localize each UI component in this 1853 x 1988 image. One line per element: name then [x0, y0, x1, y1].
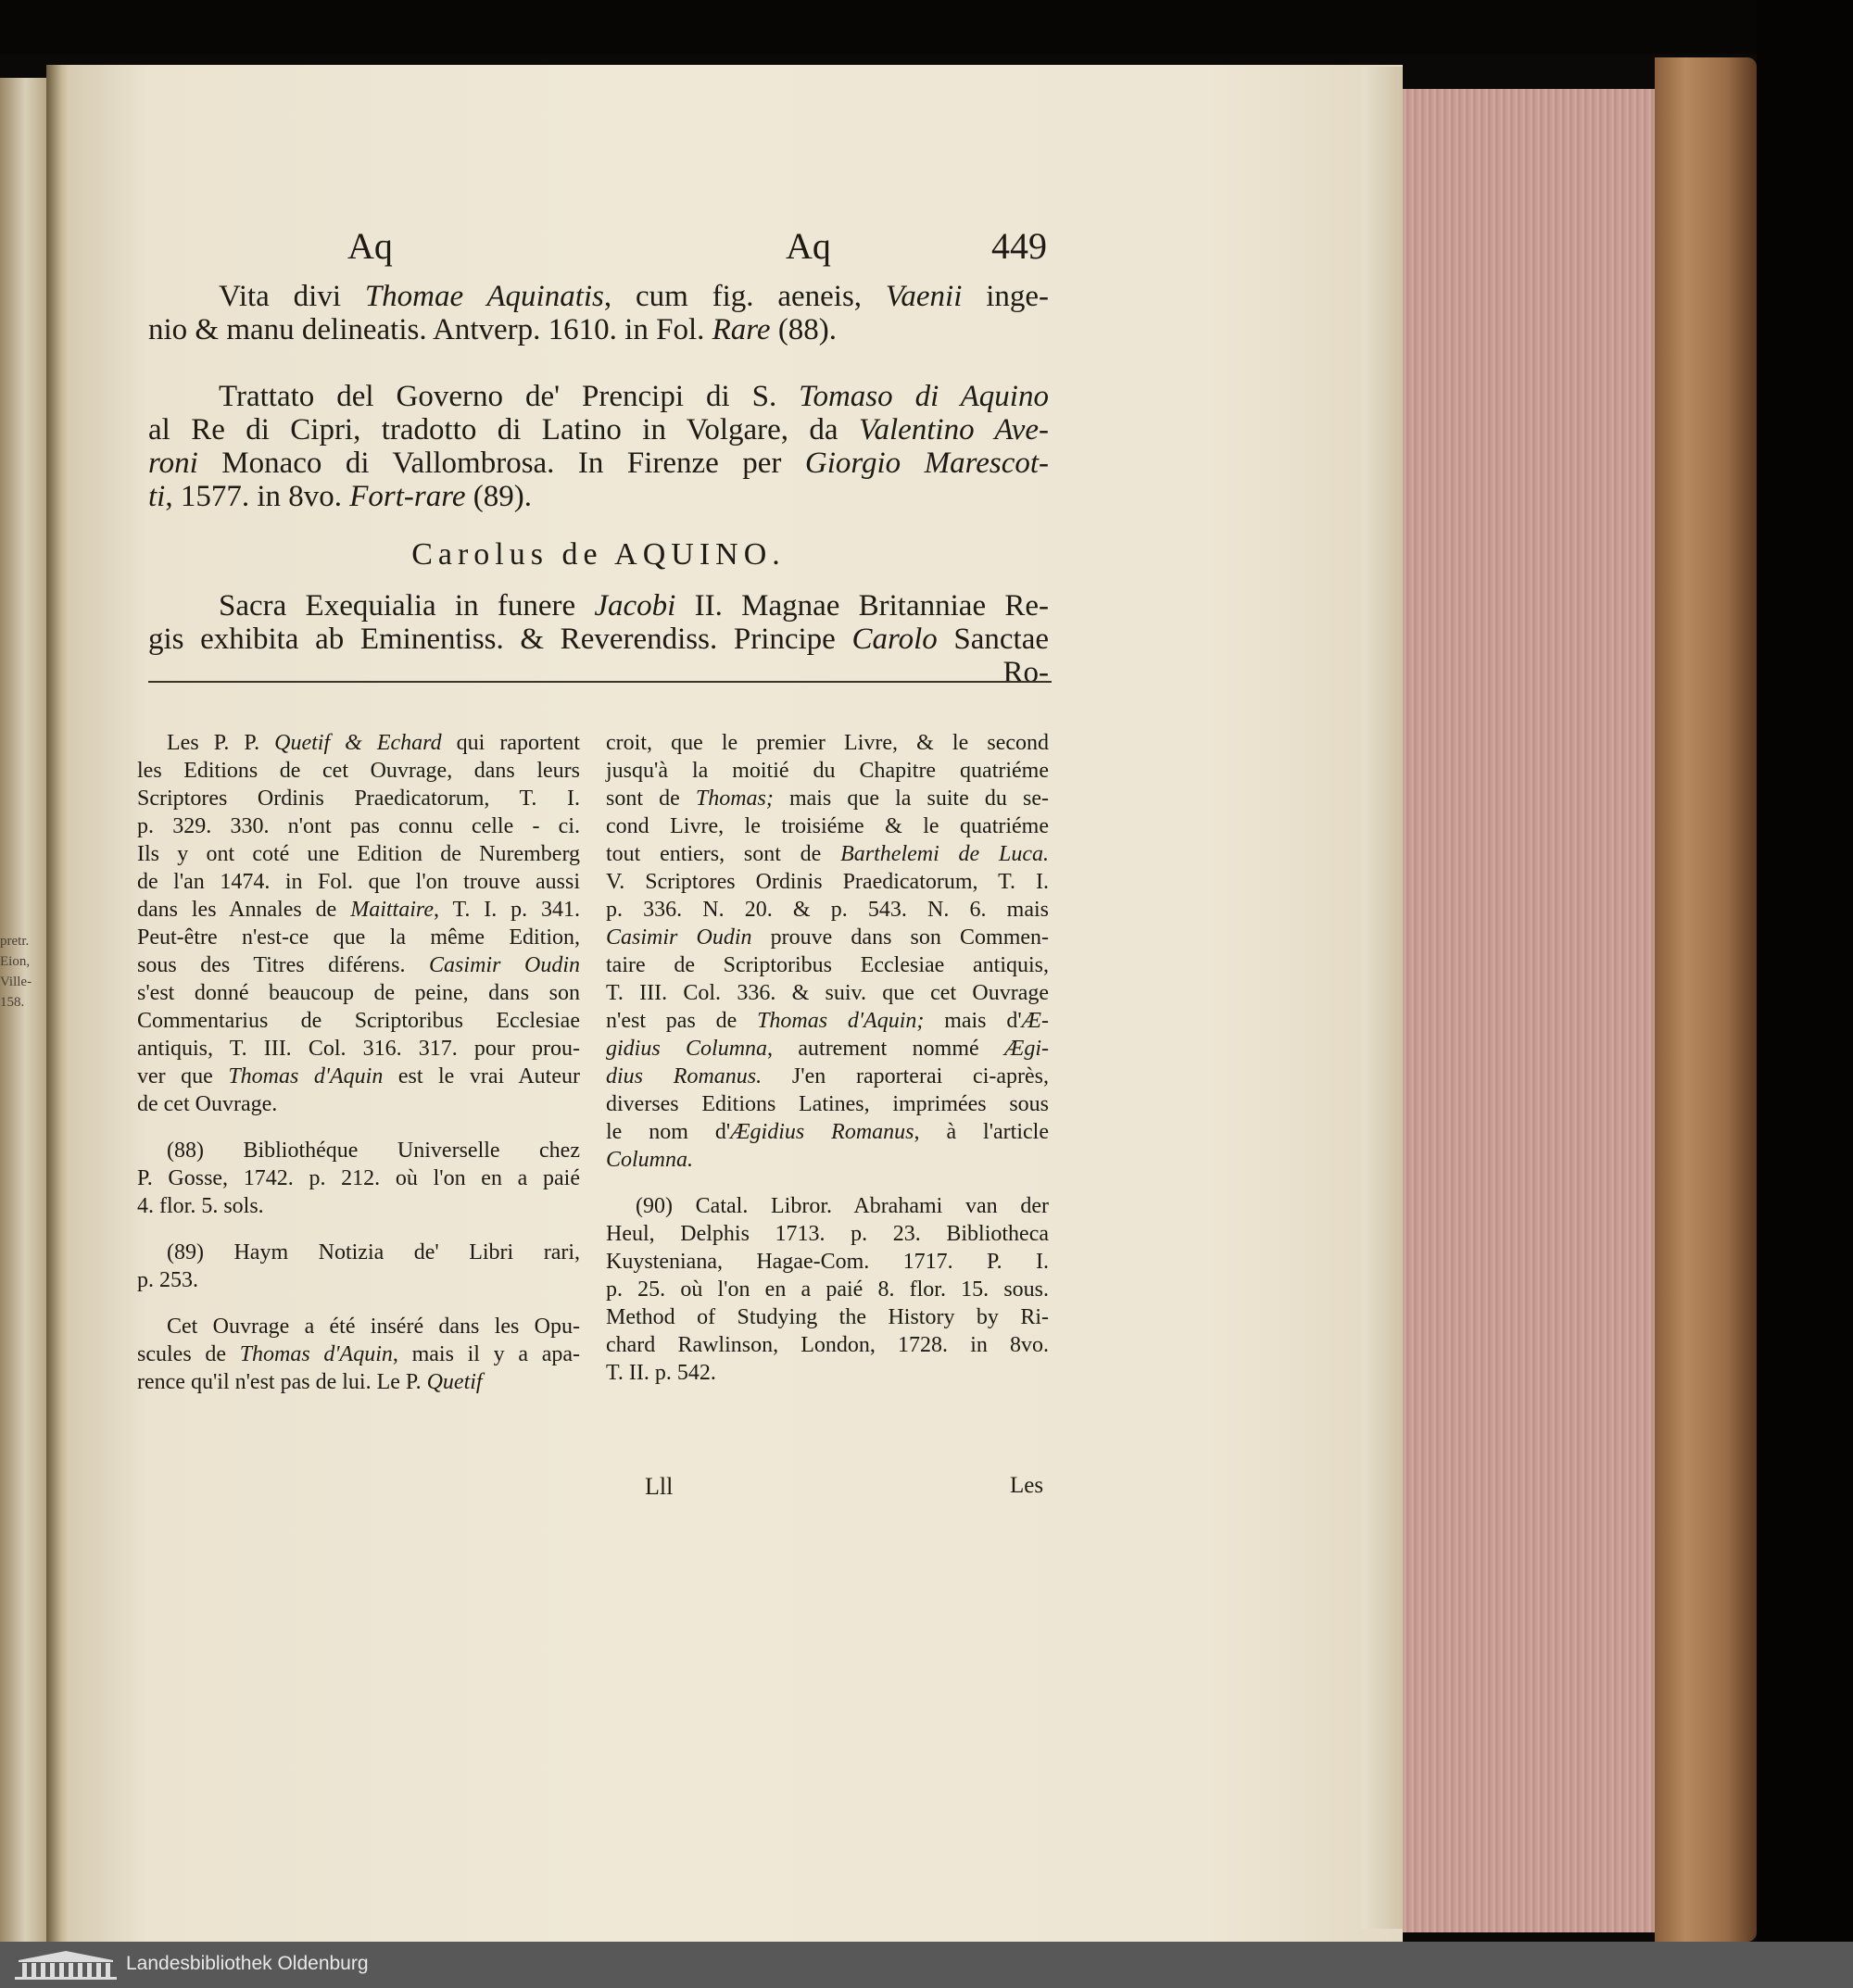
note-line — [606, 840, 1049, 868]
italic-text: Vaenii — [885, 280, 963, 313]
italic-text: Quetif — [426, 1370, 483, 1394]
text-run: dans les Annales de — [137, 898, 351, 922]
entry-line — [148, 413, 1049, 447]
text-run: sont de — [606, 786, 696, 811]
text-run: ver que — [137, 1064, 229, 1088]
note-line — [606, 1248, 1049, 1276]
note-line — [137, 1192, 580, 1220]
note-line — [137, 979, 580, 1007]
text-run: Les P. P. — [167, 731, 275, 755]
text-run: p. 25. où l'on en a paié 8. flor. 15. sous. — [606, 1277, 1049, 1302]
italic-text: Fort-rare — [349, 480, 466, 513]
note-line — [137, 924, 580, 951]
library-footer-bar — [0, 1942, 1853, 1988]
paragraph-gap — [137, 1118, 580, 1137]
note-line — [137, 1368, 580, 1396]
section-heading: Carolus de AQUINO. — [411, 537, 786, 572]
note-line — [137, 1239, 580, 1266]
note-line — [606, 1090, 1049, 1118]
text-run: Ils y ont coté une Edition de Nuremberg — [137, 842, 580, 866]
italic-text: Jacobi — [594, 589, 676, 623]
footnote-rule — [148, 681, 1052, 683]
text-run: scules de — [137, 1342, 240, 1366]
italic-text: Æ- — [1021, 1009, 1049, 1033]
note-line — [606, 1035, 1049, 1063]
text-run: Scriptores Ordinis Praedicatorum, T. I. — [137, 786, 580, 811]
text-run: jusqu'à la moitié du Chapitre quatriéme — [606, 759, 1049, 783]
text-run: qui raportent — [441, 731, 581, 755]
italic-text: Casimir Oudin — [429, 953, 580, 977]
note-line — [606, 757, 1049, 785]
note-line — [606, 1331, 1049, 1359]
paragraph-gap — [137, 1294, 580, 1313]
entry-line — [148, 589, 1049, 623]
note-line — [137, 1266, 580, 1294]
note-line — [606, 896, 1049, 924]
italic-text: Maittaire — [350, 898, 434, 922]
margin-note: pretr. Eion, Ville- 158. — [0, 934, 32, 1010]
text-run: P. Gosse, 1742. p. 212. où l'on en a paié — [137, 1166, 580, 1190]
italic-text: Giorgio Marescot- — [804, 447, 1050, 480]
note-line — [606, 979, 1049, 1007]
note-line — [606, 1359, 1049, 1387]
italic-text: Casimir Oudin — [606, 925, 752, 950]
note-line — [137, 840, 580, 868]
note-line — [137, 785, 580, 812]
library-building-icon — [13, 1949, 119, 1981]
text-run: p. 329. 330. n'ont pas connu celle - ci. — [137, 814, 580, 838]
italic-text: Tomaso di Aquino — [799, 380, 1049, 413]
entry-line — [148, 480, 1049, 513]
text-run: (89). — [465, 480, 533, 513]
text-run: mais d' — [924, 1009, 1022, 1033]
text-run: antiquis, T. III. Col. 316. 317. pour prou- — [137, 1037, 580, 1061]
italic-text: Thomas; — [695, 786, 774, 811]
text-run: Ro- — [1002, 656, 1049, 689]
leather-cover — [1655, 57, 1757, 1942]
note-line — [137, 1313, 580, 1340]
text-run: de cet Ouvrage. — [137, 1092, 278, 1116]
italic-text: Columna. — [606, 1148, 694, 1172]
text-run: p. 336. N. 20. & p. 543. N. 6. mais — [606, 898, 1049, 922]
text-run: , T. I. p. 341. — [433, 898, 581, 922]
note-line — [137, 1137, 580, 1164]
italic-text: Barthelemi de Luca. — [840, 842, 1049, 866]
note-line — [137, 896, 580, 924]
note-line — [606, 785, 1049, 812]
dark-background — [0, 0, 1853, 54]
italic-text: Ægi- — [1004, 1037, 1049, 1061]
section-entry — [148, 589, 1049, 689]
text-run: Kuysteniana, Hagae-Com. 1717. P. I. — [606, 1250, 1049, 1274]
note-line — [606, 1007, 1049, 1035]
note-line — [606, 1303, 1049, 1331]
text-run: tout entiers, sont de — [606, 842, 841, 866]
text-run: , cum fig. aeneis, — [603, 280, 886, 313]
text-run: nio & manu delineatis. Antverp. 1610. in Fol. — [148, 313, 712, 346]
italic-text: Thomas d'Aquin — [239, 1342, 393, 1366]
italic-text: Quetif & Echard — [274, 731, 442, 755]
note-line — [137, 1063, 580, 1090]
entry-line — [148, 280, 1049, 313]
note-line — [606, 1118, 1049, 1146]
text-run: Cet Ouvrage a été inséré dans les Opu- — [167, 1315, 580, 1339]
notes-left-column — [137, 729, 580, 1396]
text-run: , à l'article — [914, 1120, 1049, 1144]
text-run: (89) Haym Notizia de' Libri rari, — [167, 1240, 580, 1265]
paragraph-gap — [137, 1220, 580, 1239]
note-line — [606, 729, 1049, 757]
text-run: Trattato del Governo de' Prencipi di S. — [219, 380, 800, 413]
italic-text: Thomae Aquinatis — [364, 280, 604, 313]
entry-line — [148, 313, 1049, 346]
note-line — [606, 1276, 1049, 1303]
note-line — [137, 1007, 580, 1035]
text-run: chard Rawlinson, London, 1728. in 8vo. — [606, 1333, 1049, 1357]
italic-text: dius Romanus. — [606, 1064, 763, 1088]
italic-text: Thomas d'Aquin; — [757, 1009, 925, 1033]
text-run: inge- — [962, 280, 1050, 313]
page-number: 449 — [991, 225, 1047, 267]
text-run: Commentarius de Scriptoribus Ecclesiae — [137, 1009, 580, 1033]
italic-text: gidius Columna — [606, 1037, 768, 1061]
text-run: Heul, Delphis 1713. p. 23. Bibliotheca — [606, 1222, 1049, 1246]
paragraph-gap — [606, 1174, 1049, 1192]
italic-text: Rare — [712, 313, 771, 346]
text-run: Monaco di Vallombrosa. In Firenze per — [197, 447, 805, 480]
text-run: rence qu'il n'est pas de lui. Le P. — [137, 1370, 427, 1394]
fore-edge-red-stained — [1403, 89, 1655, 1932]
text-run: s'est donné beaucoup de peine, dans son — [137, 981, 580, 1005]
text-run: Sanctae — [937, 623, 1050, 656]
note-line — [137, 1090, 580, 1118]
italic-text: Ægidius Romanus — [730, 1120, 914, 1144]
main-entries — [148, 280, 1049, 513]
text-run: p. 253. — [137, 1268, 198, 1292]
text-run: taire de Scriptoribus Ecclesiae antiquis, — [606, 953, 1049, 977]
catchword: Les — [1010, 1473, 1044, 1498]
italic-text: Thomas d'Aquin — [228, 1064, 384, 1088]
library-name: Landesbibliothek Oldenburg — [126, 1953, 369, 1974]
running-header-left: Aq — [347, 225, 393, 267]
text-run: , mais il y a apa- — [392, 1342, 580, 1366]
text-run: (88). — [770, 313, 838, 346]
note-line — [137, 1164, 580, 1192]
note-line — [606, 1220, 1049, 1248]
italic-text: Carolo — [851, 623, 938, 656]
note-line — [137, 729, 580, 757]
text-run: Sacra Exequialia in funere — [219, 589, 595, 623]
note-line — [137, 757, 580, 785]
italic-text: roni — [148, 447, 198, 480]
text-run: gis exhibita ab Eminentiss. & Reverendiss. Principe — [148, 623, 852, 656]
text-run: II. Magnae Britanniae Re- — [675, 589, 1049, 623]
text-run: T. III. Col. 336. & suiv. que cet Ouvrage — [606, 981, 1049, 1005]
signature-mark: Lll — [645, 1473, 674, 1500]
note-line — [606, 812, 1049, 840]
note-line — [137, 1340, 580, 1368]
text-run: de l'an 1474. in Fol. que l'on trouve aussi — [137, 870, 580, 894]
entry-line — [148, 656, 1049, 689]
paragraph-gap — [148, 346, 1049, 380]
text-run: mais que la suite du se- — [773, 786, 1049, 811]
note-line — [137, 1035, 580, 1063]
entry-line — [148, 447, 1049, 480]
text-run: T. II. p. 542. — [606, 1361, 716, 1385]
note-line — [606, 1192, 1049, 1220]
text-run: le nom d' — [606, 1120, 731, 1144]
entry-line — [148, 380, 1049, 413]
text-run: n'est pas de — [606, 1009, 758, 1033]
text-run: prouve dans son Commen- — [751, 925, 1050, 950]
text-run: les Editions de cet Ouvrage, dans leurs — [137, 759, 580, 783]
note-line — [137, 812, 580, 840]
text-run: 4. flor. 5. sols. — [137, 1194, 264, 1218]
text-run: , 1577. in 8vo. — [165, 480, 350, 513]
running-header-center: Aq — [786, 225, 831, 267]
text-run: V. Scriptores Ordinis Praedicatorum, T. I. — [606, 870, 1049, 894]
note-line — [606, 951, 1049, 979]
text-run: Method of Studying the History by Ri- — [606, 1305, 1049, 1329]
note-line — [606, 1146, 1049, 1174]
text-run: Vita divi — [219, 280, 365, 313]
text-run: diverses Editions Latines, imprimées sous — [606, 1092, 1049, 1116]
italic-text: ti — [148, 480, 166, 513]
text-run: croit, que le premier Livre, & le second — [606, 731, 1049, 755]
text-run: , autrement nommé — [767, 1037, 1004, 1061]
italic-text: Valentino Ave- — [858, 413, 1049, 447]
note-line — [137, 868, 580, 896]
note-line — [137, 951, 580, 979]
text-run: est le vrai Auteur — [383, 1064, 580, 1088]
note-line — [606, 924, 1049, 951]
note-line — [606, 1063, 1049, 1090]
page-outer-margin — [1362, 67, 1403, 1929]
entry-line — [148, 623, 1049, 656]
text-run: sous des Titres diférens. — [137, 953, 430, 977]
text-run: (88) Bibliothéque Universelle chez — [167, 1139, 580, 1163]
text-run: Peut-être n'est-ce que la même Edition, — [137, 925, 580, 950]
text-run: cond Livre, le troisiéme & le quatriéme — [606, 814, 1049, 838]
text-run: (90) Catal. Libror. Abrahami van der — [636, 1194, 1049, 1218]
text-run: al Re di Cipri, tradotto di Latino in Volgare, da — [148, 413, 859, 447]
dark-background-right — [1757, 0, 1853, 1942]
text-run: J'en raporterai ci-après, — [762, 1064, 1049, 1088]
note-line — [606, 868, 1049, 896]
notes-right-column — [606, 729, 1049, 1387]
